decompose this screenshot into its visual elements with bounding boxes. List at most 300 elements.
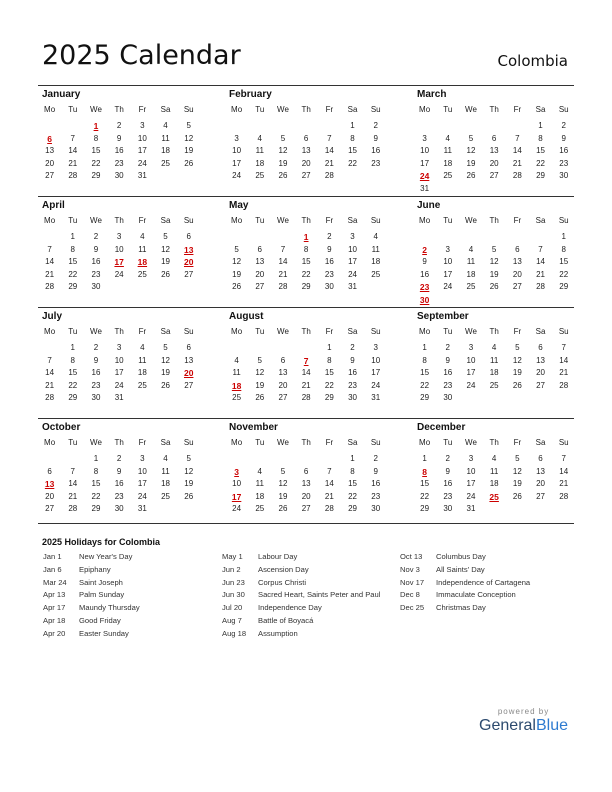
- day-cell: 26: [278, 171, 288, 181]
- day-cell: 5: [186, 454, 191, 463]
- day-cell: 17: [371, 368, 381, 378]
- day-cell: 11: [466, 257, 476, 267]
- day-cell: 8: [538, 133, 543, 143]
- week-row: [413, 256, 575, 269]
- day-cell: 2: [561, 121, 566, 130]
- holiday-date-label: Jan 1: [43, 552, 62, 561]
- week-row: [38, 392, 200, 405]
- day-cell: 24: [232, 171, 242, 181]
- day-cell: [552, 183, 575, 196]
- day-cell: 30: [443, 504, 453, 514]
- day-cell: 9: [93, 244, 99, 254]
- week-row: [413, 466, 575, 479]
- day-cell: 30: [114, 171, 124, 181]
- weekday-label: Sa: [347, 327, 358, 336]
- weeks: [38, 231, 200, 294]
- day-cell: [177, 281, 200, 294]
- weekday-label: Tu: [443, 105, 453, 114]
- day-cell: 16: [324, 257, 334, 267]
- day-cell: 8: [303, 244, 309, 254]
- day-cell: [177, 503, 200, 516]
- day-cell: 14: [301, 368, 311, 378]
- day-cell: 9: [93, 355, 99, 365]
- weekday-label: Sa: [347, 216, 358, 225]
- day-cell: [413, 231, 436, 244]
- day-cell: 20: [512, 269, 522, 279]
- weekday-label: Th: [301, 216, 311, 225]
- week-row: [225, 453, 387, 466]
- holiday-date-label: Mar 24: [43, 577, 67, 587]
- day-cell: 7: [515, 133, 520, 143]
- weekday-header: [38, 105, 200, 114]
- day-cell: 30: [91, 282, 101, 292]
- week-row: [413, 503, 575, 516]
- day-cell: [131, 281, 154, 294]
- week-row: [38, 367, 200, 380]
- holiday-item: [222, 578, 380, 591]
- day-cell: 4: [163, 121, 168, 130]
- day-cell: 23: [348, 380, 357, 390]
- day-cell: [459, 120, 482, 133]
- week-row: [38, 158, 200, 171]
- holiday-item: [400, 590, 530, 603]
- week-row: [38, 380, 200, 393]
- day-cell: [364, 281, 387, 294]
- holiday-item: [400, 603, 530, 616]
- week-row: [413, 133, 575, 146]
- holiday-name: Labour Day: [258, 552, 298, 561]
- weeks: [413, 231, 575, 307]
- day-cell: [154, 170, 177, 183]
- weekday-label: Tu: [443, 327, 453, 336]
- day-cell: [38, 120, 61, 133]
- day-cell: 29: [91, 171, 101, 181]
- day-cell: [61, 120, 84, 133]
- day-cell: [413, 120, 436, 133]
- day-cell: 17: [137, 146, 147, 156]
- day-cell: 23: [114, 158, 124, 168]
- day-cell: 21: [278, 269, 288, 279]
- holiday-date-label: Dec 8: [400, 590, 420, 600]
- day-cell: 22: [91, 158, 101, 168]
- day-cell: [271, 231, 294, 244]
- weekday-label: Th: [301, 438, 311, 447]
- day-cell: 13: [45, 146, 55, 156]
- month-name: November: [229, 422, 278, 433]
- weekday-label: Mo: [231, 438, 243, 447]
- day-cell: 21: [45, 269, 55, 279]
- day-cell: 12: [232, 257, 242, 267]
- day-cell: 16: [91, 257, 101, 267]
- day-cell: 17: [466, 479, 476, 489]
- day-cell: 30: [91, 393, 101, 403]
- week-row: [38, 281, 200, 294]
- day-cell: 13: [512, 257, 522, 267]
- day-cell: 1: [93, 454, 99, 463]
- day-cell: 28: [301, 393, 311, 403]
- week-row: [413, 355, 575, 368]
- holiday-date-label: Aug 18: [222, 628, 247, 638]
- day-cell: 19: [489, 269, 499, 279]
- week-row: [38, 120, 200, 133]
- holiday-date: 1: [93, 121, 99, 131]
- day-cell: 25: [161, 491, 170, 501]
- holiday-date-label: Jun 23: [222, 577, 245, 587]
- day-cell: 11: [255, 146, 264, 156]
- week-row: [38, 491, 200, 504]
- weekday-label: We: [465, 438, 477, 447]
- day-cell: 11: [255, 479, 264, 489]
- day-cell: [436, 183, 459, 196]
- weekday-label: We: [90, 438, 102, 447]
- day-cell: [131, 392, 154, 405]
- generalblue-logo: [479, 717, 568, 735]
- day-cell: 21: [559, 368, 569, 378]
- day-cell: 8: [350, 466, 355, 476]
- day-cell: 20: [489, 158, 499, 168]
- weekday-header: [38, 216, 200, 225]
- day-cell: 7: [70, 466, 75, 476]
- month-name: October: [42, 422, 81, 433]
- day-cell: 15: [301, 257, 311, 267]
- day-cell: 2: [93, 343, 99, 352]
- day-cell: [271, 342, 294, 355]
- holiday-item: [43, 603, 140, 616]
- week-row: [225, 145, 387, 158]
- day-cell: 11: [490, 355, 499, 365]
- day-cell: 26: [255, 393, 265, 403]
- day-cell: 5: [234, 244, 239, 254]
- holiday-date-label: Oct 13: [400, 552, 423, 561]
- day-cell: 18: [489, 479, 499, 489]
- day-cell: [436, 231, 459, 244]
- week-row: [38, 503, 200, 516]
- weekday-label: Th: [114, 438, 124, 447]
- weekday-label: Tu: [443, 216, 453, 225]
- day-cell: 16: [420, 269, 430, 279]
- week-row: [225, 256, 387, 269]
- day-cell: [459, 183, 482, 196]
- weekday-label: Sa: [160, 327, 171, 336]
- holiday-date: 20: [183, 257, 194, 268]
- day-cell: 30: [559, 171, 569, 181]
- weekday-label: We: [90, 216, 102, 225]
- month-december: [413, 419, 574, 523]
- day-cell: 20: [536, 368, 545, 378]
- holiday-name: Maundy Thursday: [79, 603, 140, 613]
- holiday-date-label: Jun 2: [222, 564, 241, 574]
- day-cell: 1: [350, 121, 355, 130]
- weekday-label: Tu: [68, 438, 78, 447]
- holiday-item: [222, 603, 380, 616]
- day-cell: 21: [68, 491, 78, 501]
- week-row: [225, 158, 387, 171]
- holiday-date-label: Jan 6: [43, 564, 62, 574]
- weekday-label: Mo: [419, 438, 431, 447]
- holiday-name: Battle of Boyacá: [258, 615, 314, 625]
- day-cell: 27: [536, 380, 545, 390]
- day-cell: 13: [184, 355, 194, 365]
- weekday-label: Th: [489, 216, 499, 225]
- day-cell: 24: [232, 504, 242, 514]
- week-row: [225, 269, 387, 282]
- day-cell: [506, 231, 529, 244]
- weekday-header: [413, 105, 575, 114]
- day-cell: 25: [443, 171, 453, 181]
- holiday-name: Easter Sunday: [79, 628, 129, 638]
- weekday-label: We: [277, 105, 289, 114]
- weekday-label: Su: [558, 438, 569, 447]
- month-october: [38, 419, 225, 523]
- month-name: December: [417, 422, 466, 433]
- holiday-date: 20: [183, 368, 194, 379]
- weekday-label: Fr: [513, 216, 522, 225]
- month-august: [225, 308, 413, 418]
- day-cell: 23: [91, 269, 101, 279]
- day-cell: 15: [348, 146, 357, 156]
- weekday-label: Mo: [44, 327, 56, 336]
- day-cell: 7: [70, 133, 75, 143]
- weekday-label: Fr: [325, 216, 334, 225]
- day-cell: 10: [232, 479, 242, 489]
- week-row: [413, 170, 575, 183]
- holiday-item: [400, 552, 530, 565]
- week-row: [38, 231, 200, 244]
- day-cell: 28: [45, 282, 55, 292]
- weekday-label: Mo: [44, 216, 56, 225]
- day-cell: 31: [348, 282, 357, 292]
- day-cell: 21: [512, 158, 522, 168]
- day-cell: 24: [348, 269, 357, 279]
- weekday-label: We: [465, 105, 477, 114]
- weekday-label: Tu: [255, 327, 265, 336]
- day-cell: 28: [559, 491, 569, 501]
- day-cell: 14: [536, 257, 545, 267]
- day-cell: 8: [350, 133, 355, 143]
- day-cell: 2: [116, 454, 122, 463]
- holiday-date-label: Apr 20: [43, 628, 66, 638]
- holiday-name: Christmas Day: [436, 603, 486, 613]
- day-cell: 10: [443, 257, 453, 267]
- holiday-item: [43, 629, 140, 642]
- weekday-label: Su: [558, 105, 569, 114]
- day-cell: 6: [538, 454, 543, 463]
- weekday-label: Fr: [138, 105, 147, 114]
- holiday-name: Good Friday: [79, 615, 121, 625]
- day-cell: 10: [137, 466, 147, 476]
- day-cell: [318, 120, 341, 133]
- day-cell: [248, 120, 271, 133]
- day-cell: 2: [93, 232, 99, 241]
- weekday-header: [225, 216, 387, 225]
- day-cell: 3: [468, 343, 474, 352]
- day-cell: 15: [559, 257, 569, 267]
- day-cell: 19: [184, 479, 194, 489]
- weekday-label: Th: [301, 327, 311, 336]
- week-row: [413, 478, 575, 491]
- day-cell: 24: [466, 380, 476, 390]
- day-cell: 21: [559, 479, 569, 489]
- weekday-label: Th: [489, 438, 499, 447]
- weeks: [225, 453, 387, 516]
- day-cell: 12: [255, 368, 265, 378]
- day-cell: 15: [324, 368, 334, 378]
- day-cell: 22: [348, 158, 357, 168]
- day-cell: 14: [324, 479, 334, 489]
- holiday-date: 8: [422, 466, 427, 477]
- day-cell: 16: [443, 479, 453, 489]
- day-cell: 12: [512, 355, 522, 365]
- week-row: [225, 170, 387, 183]
- weekday-header: [225, 105, 387, 114]
- weekday-label: Mo: [419, 105, 431, 114]
- day-cell: 8: [70, 244, 75, 254]
- weeks: [413, 120, 575, 196]
- month-name: August: [229, 311, 264, 322]
- month-row: [38, 196, 574, 307]
- day-cell: [506, 392, 529, 405]
- day-cell: 25: [489, 380, 499, 390]
- weekday-label: Mo: [44, 105, 56, 114]
- day-cell: 13: [536, 355, 545, 365]
- day-cell: 19: [255, 380, 265, 390]
- day-cell: 18: [161, 479, 170, 489]
- weekday-label: Sa: [160, 105, 171, 114]
- day-cell: [552, 392, 575, 405]
- day-cell: 9: [445, 355, 450, 365]
- week-row: [413, 294, 575, 307]
- week-row: [225, 503, 387, 516]
- holiday-date: 3: [234, 466, 239, 477]
- weekday-label: Tu: [68, 327, 78, 336]
- weeks: [38, 120, 200, 183]
- day-cell: 14: [68, 479, 78, 489]
- day-cell: 26: [512, 380, 522, 390]
- day-cell: 15: [348, 479, 357, 489]
- day-cell: 13: [489, 146, 499, 156]
- weeks: [413, 453, 575, 516]
- day-cell: [295, 453, 318, 466]
- month-name: September: [417, 311, 469, 322]
- day-cell: 25: [137, 269, 147, 279]
- day-cell: 1: [422, 343, 427, 352]
- day-cell: 5: [515, 343, 520, 352]
- day-cell: 6: [515, 244, 520, 254]
- day-cell: 18: [255, 491, 265, 501]
- holiday-name: New Year's Day: [79, 552, 133, 561]
- day-cell: 25: [137, 380, 147, 390]
- day-cell: 22: [324, 380, 334, 390]
- holiday-date: 23: [419, 282, 430, 293]
- day-cell: 4: [373, 232, 378, 241]
- day-cell: 25: [255, 171, 265, 181]
- holiday-name: Independence of Cartagena: [436, 577, 531, 587]
- day-cell: 3: [140, 121, 145, 130]
- month-february: [225, 86, 413, 196]
- day-cell: 28: [536, 282, 545, 292]
- weeks: [38, 342, 200, 405]
- day-cell: 7: [47, 244, 52, 254]
- day-cell: 6: [186, 343, 191, 352]
- day-cell: 9: [116, 133, 122, 143]
- day-cell: 28: [559, 380, 569, 390]
- weeks: [225, 342, 387, 405]
- holiday-date: 6: [47, 133, 52, 144]
- day-cell: 1: [561, 232, 566, 241]
- day-cell: 26: [466, 171, 476, 181]
- day-cell: 11: [138, 244, 147, 254]
- holiday-date-label: May 1: [222, 552, 243, 561]
- day-cell: 6: [538, 343, 543, 352]
- weekday-header: [413, 216, 575, 225]
- holiday-name: Saint Joseph: [79, 577, 123, 587]
- week-row: [225, 133, 387, 146]
- day-cell: 13: [278, 368, 288, 378]
- day-cell: 31: [466, 504, 476, 514]
- holiday-date-label: Apr 13: [43, 590, 66, 600]
- day-cell: 26: [489, 282, 499, 292]
- day-cell: [318, 453, 341, 466]
- weekday-label: Fr: [513, 105, 522, 114]
- weekday-label: Su: [558, 216, 569, 225]
- weekday-label: Su: [183, 216, 194, 225]
- day-cell: 11: [232, 368, 241, 378]
- day-cell: 24: [371, 380, 381, 390]
- holiday-item: [400, 578, 530, 591]
- day-cell: 10: [114, 244, 124, 254]
- day-cell: 28: [512, 171, 522, 181]
- day-cell: 18: [466, 269, 476, 279]
- day-cell: 21: [536, 269, 545, 279]
- day-cell: 7: [47, 355, 52, 365]
- day-cell: 27: [184, 269, 194, 279]
- weekday-label: Fr: [138, 327, 147, 336]
- day-cell: 15: [91, 146, 101, 156]
- day-cell: 19: [512, 479, 522, 489]
- day-cell: [506, 503, 529, 516]
- day-cell: 1: [350, 454, 355, 463]
- day-cell: 19: [161, 368, 170, 378]
- weekday-header: [38, 438, 200, 447]
- weekday-header: [413, 438, 575, 447]
- holiday-date-label: Nov 17: [400, 577, 425, 587]
- day-cell: 8: [93, 133, 99, 143]
- day-cell: 17: [114, 368, 124, 378]
- weekday-label: Su: [370, 438, 381, 447]
- day-cell: [61, 453, 84, 466]
- week-row: [225, 367, 387, 380]
- day-cell: 9: [116, 466, 122, 476]
- logo-general: General: [479, 717, 536, 734]
- day-cell: 15: [68, 257, 78, 267]
- day-cell: 11: [138, 355, 147, 365]
- day-cell: 24: [114, 269, 124, 279]
- weekday-label: Fr: [513, 438, 522, 447]
- day-cell: 27: [184, 380, 194, 390]
- day-cell: 22: [420, 491, 430, 501]
- day-cell: 24: [466, 491, 476, 501]
- day-cell: 5: [280, 466, 286, 476]
- day-cell: 18: [137, 368, 147, 378]
- day-cell: [248, 453, 271, 466]
- day-cell: [459, 392, 482, 405]
- day-cell: 12: [489, 257, 499, 267]
- holiday-date: 17: [114, 257, 124, 268]
- day-cell: 4: [468, 244, 474, 254]
- weekday-label: Tu: [255, 216, 265, 225]
- country-name: Colombia: [497, 52, 568, 70]
- day-cell: 5: [468, 133, 474, 143]
